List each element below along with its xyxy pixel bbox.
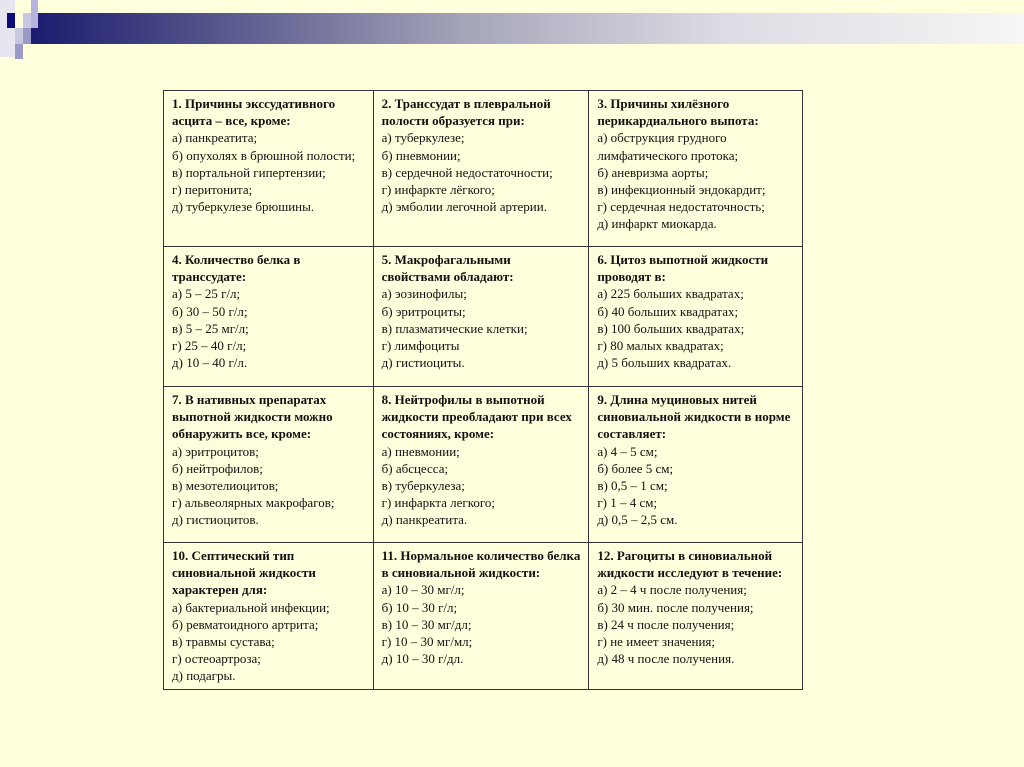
answer-option: а) пневмонии;	[381, 443, 460, 459]
answer-option: д) панкреатита.	[381, 512, 468, 528]
question-text: 12. Рагоциты в синовиальной жидкости исследуют в течение:	[597, 548, 783, 581]
answer-option: д) подагры.	[172, 668, 236, 684]
question-text: 1. Причины экссудативного асцита – все, кроме:	[172, 96, 336, 129]
question-text: 4. Количество белка в транссудате:	[172, 252, 301, 285]
header-gradient-bar	[30, 13, 1024, 44]
answer-option: г) остеоартроза;	[172, 651, 261, 667]
answer-option: в) 24 ч после получения;	[597, 616, 735, 632]
quiz-table	[163, 90, 803, 690]
answer-option: в) 10 – 30 мг/дл;	[381, 616, 472, 632]
answer-option: г) 25 – 40 г/л;	[172, 338, 247, 354]
decor-square	[7, 13, 15, 28]
table-row	[164, 91, 803, 247]
answer-option: д) 10 – 30 г/дл.	[381, 651, 464, 667]
answer-option: в) портальной гипертензии;	[172, 164, 326, 180]
answer-option: б) 30 мин. после получения;	[597, 599, 754, 615]
decor-square	[0, 0, 15, 57]
answer-option: б) пневмонии;	[381, 147, 461, 163]
answer-option: г) 10 – 30 мг/мл;	[381, 634, 473, 650]
question-text: 8. Нейтрофилы в выпотной жидкости преобладают при всех состояниях, кроме:	[381, 392, 572, 442]
answer-option: д) 5 больших квадратах.	[597, 355, 732, 371]
decor-square	[31, 0, 38, 28]
answer-option: а) бактериальной инфекции;	[172, 599, 330, 615]
question-text: 2. Транссудат в плевральной полости образуется при:	[381, 96, 551, 129]
question-cell	[373, 387, 589, 543]
answer-option: г) перитонита;	[172, 182, 253, 198]
answer-option: б) опухолях в брюшной полости;	[172, 147, 356, 163]
answer-option: а) эозинофилы;	[381, 286, 467, 302]
answer-option: г) инфаркта легкого;	[381, 495, 496, 511]
answer-option: б) более 5 см;	[597, 460, 674, 476]
answer-option: г) 1 – 4 см;	[597, 495, 658, 511]
answer-option: а) 5 – 25 г/л;	[172, 286, 241, 302]
question-cell	[164, 543, 374, 690]
answer-option: г) 80 малых квадратах;	[597, 338, 724, 354]
answer-option: д) инфаркт миокарда.	[597, 216, 717, 232]
answer-option: д) эмболии легочной артерии.	[381, 199, 547, 215]
answer-option: б) ревматоидного артрита;	[172, 616, 319, 632]
answer-option: д) гистиоциты.	[381, 355, 465, 371]
question-text: 6. Цитоз выпотной жидкости проводят в:	[597, 252, 769, 285]
answer-option: г) не имеет значения;	[597, 634, 716, 650]
answer-option: г) сердечная недостаточность;	[597, 199, 765, 215]
answer-option: в) 0,5 – 1 см;	[597, 478, 668, 494]
answer-option: а) 2 – 4 ч после получения;	[597, 582, 747, 598]
answer-option: г) альвеолярных макрофагов;	[172, 495, 335, 511]
answer-option: в) инфекционный эндокардит;	[597, 182, 766, 198]
question-text: 7. В нативных препаратах выпотной жидкости можно обнаружить все, кроме:	[172, 392, 333, 442]
table-row	[164, 247, 803, 387]
table-row	[164, 543, 803, 690]
answer-option: б) 10 – 30 г/л;	[381, 599, 458, 615]
answer-option: д) 48 ч после получения.	[597, 651, 735, 667]
question-cell	[373, 91, 589, 247]
answer-option: д) 10 – 40 г/л.	[172, 355, 248, 371]
answer-option: а) туберкулезе;	[381, 130, 465, 146]
question-cell	[589, 91, 803, 247]
decor-square	[15, 44, 23, 59]
answer-option: б) 40 больших квадратах;	[597, 303, 739, 319]
question-cell	[164, 91, 374, 247]
answer-option: д) гистиоцитов.	[172, 512, 259, 528]
answer-option: а) панкреатита;	[172, 130, 258, 146]
question-text: 5. Макрофагальными свойствами обладают:	[381, 252, 514, 285]
question-text: 9. Длина муциновых нитей синовиальной жидкости в норме составляет:	[597, 392, 791, 442]
answer-option: д) туберкулезе брюшины.	[172, 199, 315, 215]
answer-option: б) нейтрофилов;	[172, 460, 263, 476]
answer-option: а) обструкция грудного лимфатического протока;	[597, 130, 739, 163]
answer-option: а) эритроцитов;	[172, 443, 259, 459]
answer-option: г) инфаркте лёгкого;	[381, 182, 495, 198]
answer-option: в) мезотелиоцитов;	[172, 478, 279, 494]
question-text: 11. Нормальное количество белка в синовиальной жидкости:	[381, 548, 581, 581]
answer-option: а) 225 больших квадратах;	[597, 286, 744, 302]
answer-option: г) лимфоциты	[381, 338, 460, 354]
question-cell	[589, 387, 803, 543]
question-cell	[589, 543, 803, 690]
answer-option: в) туберкулеза;	[381, 478, 465, 494]
answer-option: а) 10 – 30 мг/л;	[381, 582, 465, 598]
decor-square	[23, 28, 31, 44]
question-cell	[164, 387, 374, 543]
answer-option: в) плазматические клетки;	[381, 320, 528, 336]
question-text: 3. Причины хилёзного перикардиального выпота:	[597, 96, 759, 129]
question-cell	[164, 247, 374, 387]
answer-option: б) эритроциты;	[381, 303, 466, 319]
answer-option: в) сердечной недостаточности;	[381, 164, 553, 180]
answer-option: в) 5 – 25 мг/л;	[172, 320, 249, 336]
answer-option: в) 100 больших квадратах;	[597, 320, 745, 336]
answer-option: б) аневризма аорты;	[597, 164, 709, 180]
table-row	[164, 387, 803, 543]
question-cell	[373, 543, 589, 690]
answer-option: в) травмы сустава;	[172, 634, 275, 650]
question-cell	[373, 247, 589, 387]
answer-option: а) 4 – 5 см;	[597, 443, 658, 459]
answer-option: б) 30 – 50 г/л;	[172, 303, 248, 319]
answer-option: д) 0,5 – 2,5 см.	[597, 512, 678, 528]
question-cell	[589, 247, 803, 387]
question-text: 10. Септический тип синовиальной жидкости характерен для:	[172, 548, 316, 598]
answer-option: б) абсцесса;	[381, 460, 449, 476]
